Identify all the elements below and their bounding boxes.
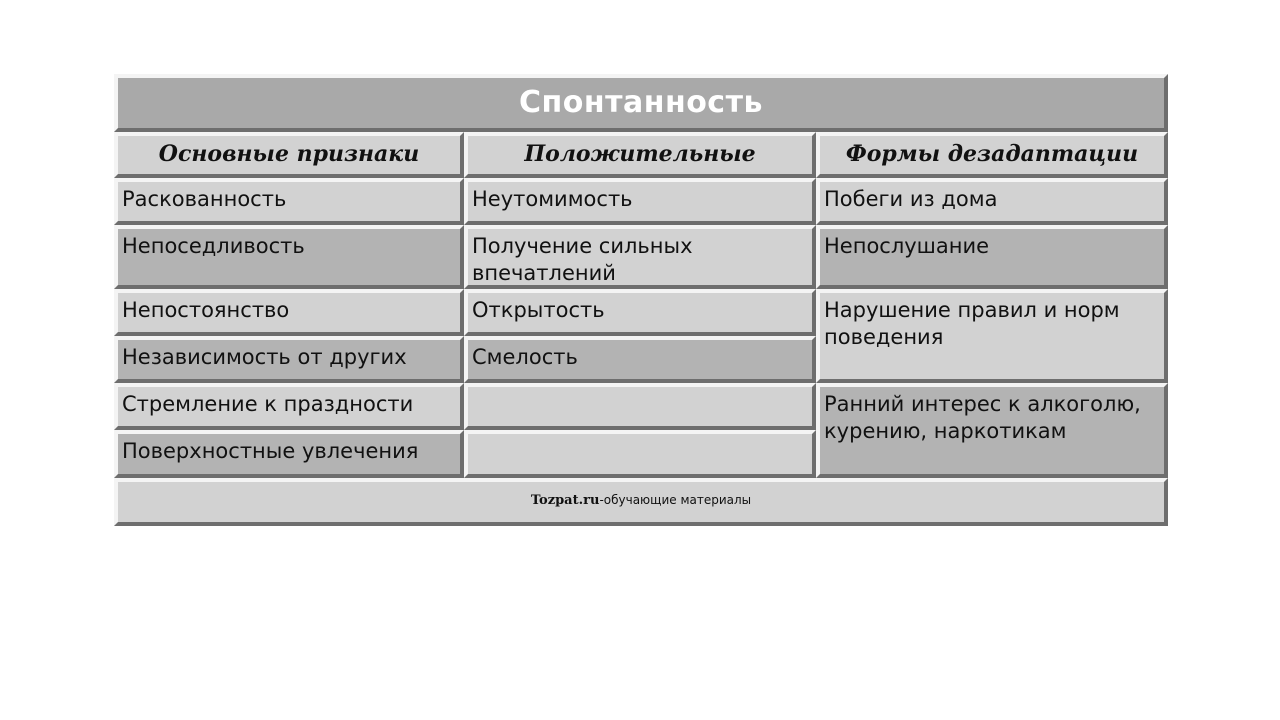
footer-text: -обучающие материалы [599,493,752,507]
table-cell-col1-row6: Поверхностные увлечения [114,430,464,478]
table-cell-col1-row5: Стремление к праздности [114,383,464,430]
table-cell-col2-row2: Получение сильных впечатлений [464,225,816,289]
table-cell-col1-row3: Непостоянство [114,289,464,336]
table-cell-col3-row4: Ранний интерес к алкоголю, курению, наркотикам [816,383,1168,478]
table-cell-col3-row3: Нарушение правил и норм поведения [816,289,1168,383]
table-cell-col1-row4: Независимость от других [114,336,464,383]
column-header-main-signs: Основные признаки [114,132,464,178]
table-cell-col1-row1: Раскованность [114,178,464,225]
table-cell-col2-row1: Неутомимость [464,178,816,225]
column-header-positive-qualities: Положительные [464,132,816,178]
column-header-maladaptation-forms: Формы дезадаптации [816,132,1168,178]
footer-brand: Tozpat.ru [530,493,600,508]
table-cell-col2-row3: Открытость [464,289,816,336]
table-cell-col3-row1: Побеги из дома [816,178,1168,225]
table-title: Спонтанность [114,74,1168,132]
table-cell-col2-row5 [464,383,816,430]
spontaneity-table [114,74,1168,526]
table-footer [114,478,1168,526]
table-cell-col1-row2: Непоседливость [114,225,464,289]
table-cell-col3-row2: Непослушание [816,225,1168,289]
table-cell-col2-row6 [464,430,816,478]
table-cell-col2-row4: Смелость [464,336,816,383]
